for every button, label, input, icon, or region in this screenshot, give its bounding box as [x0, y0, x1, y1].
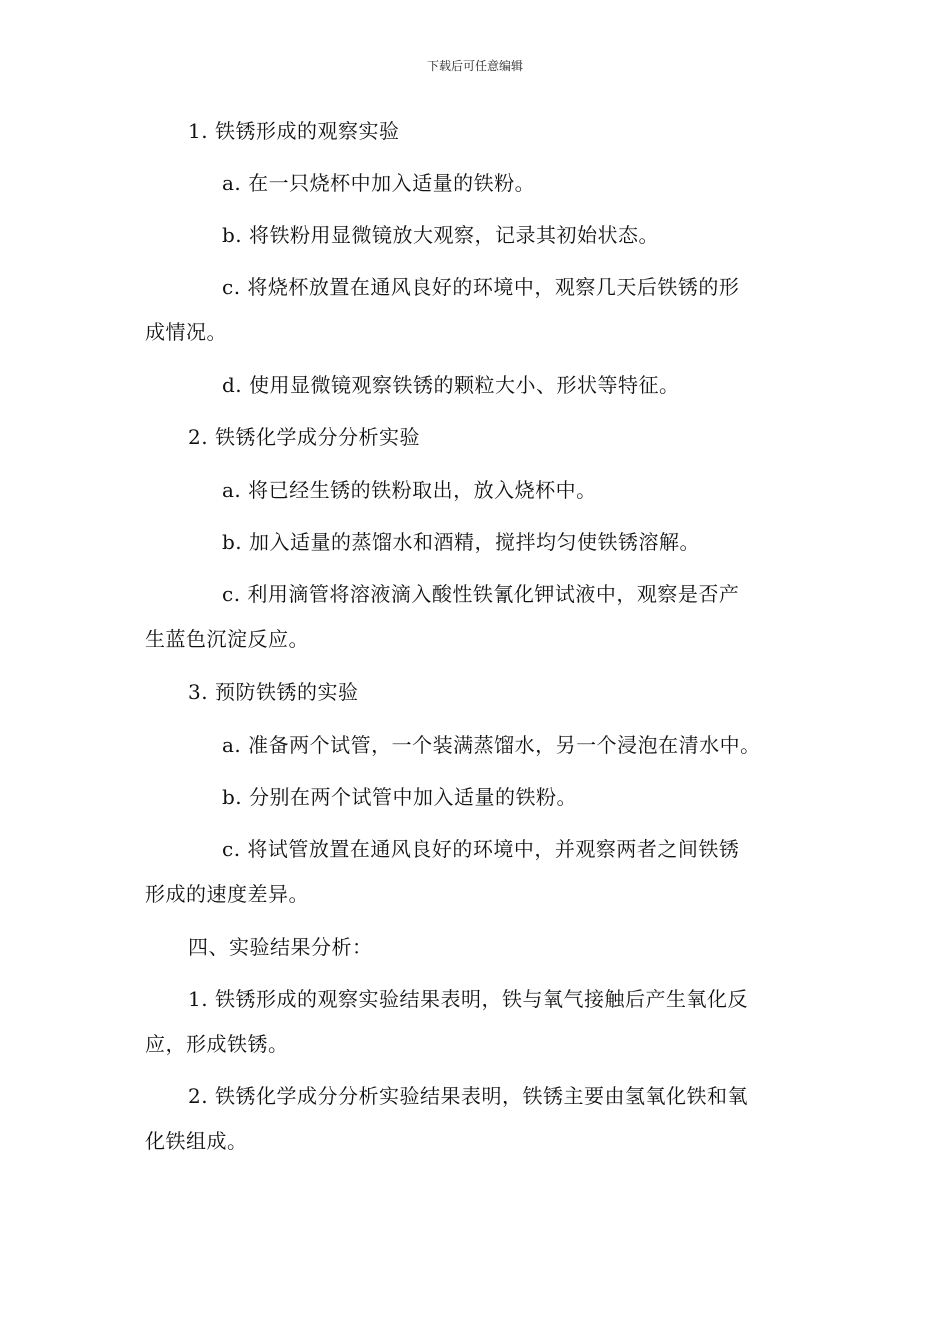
page-header: 下载后可任意编辑: [426, 59, 523, 73]
section-2-step-c-continued: 生蓝色沉淀反应。: [145, 627, 309, 651]
section-3-step-a: a. 准备两个试管，一个装满蒸馏水，另一个浸泡在清水中。: [222, 733, 761, 757]
section-3-step-c: c. 将试管放置在通风良好的环境中，并观察两者之间铁锈: [222, 837, 740, 861]
analysis-item-1: 1. 铁锈形成的观察实验结果表明，铁与氧气接触后产生氧化反: [188, 987, 748, 1011]
analysis-item-1-continued: 应，形成铁锈。: [145, 1032, 289, 1056]
section-3-step-c-continued: 形成的速度差异。: [145, 882, 309, 906]
section-1-step-c: c. 将烧杯放置在通风良好的环境中，观察几天后铁锈的形: [222, 275, 740, 299]
section-1-step-b: b. 将铁粉用显微镜放大观察，记录其初始状态。: [222, 223, 660, 247]
section-1-title: 1. 铁锈形成的观察实验: [188, 119, 400, 143]
section-2-title: 2. 铁锈化学成分分析实验: [188, 425, 420, 449]
analysis-item-2-continued: 化铁组成。: [145, 1129, 248, 1153]
section-2-step-b: b. 加入适量的蒸馏水和酒精，搅拌均匀使铁锈溶解。: [222, 530, 701, 554]
section-1-step-a: a. 在一只烧杯中加入适量的铁粉。: [222, 171, 536, 195]
section-2-step-a: a. 将已经生锈的铁粉取出，放入烧杯中。: [222, 478, 597, 502]
analysis-heading: 四、实验结果分析：: [188, 935, 373, 959]
section-1-step-d: d. 使用显微镜观察铁锈的颗粒大小、形状等特征。: [222, 373, 680, 397]
analysis-item-2: 2. 铁锈化学成分分析实验结果表明，铁锈主要由氢氧化铁和氧: [188, 1084, 748, 1108]
section-3-title: 3. 预防铁锈的实验: [188, 680, 359, 704]
section-1-step-c-continued: 成情况。: [145, 320, 227, 344]
section-3-step-b: b. 分别在两个试管中加入适量的铁粉。: [222, 785, 578, 809]
section-2-step-c: c. 利用滴管将溶液滴入酸性铁氰化钾试液中，观察是否产: [222, 582, 740, 606]
